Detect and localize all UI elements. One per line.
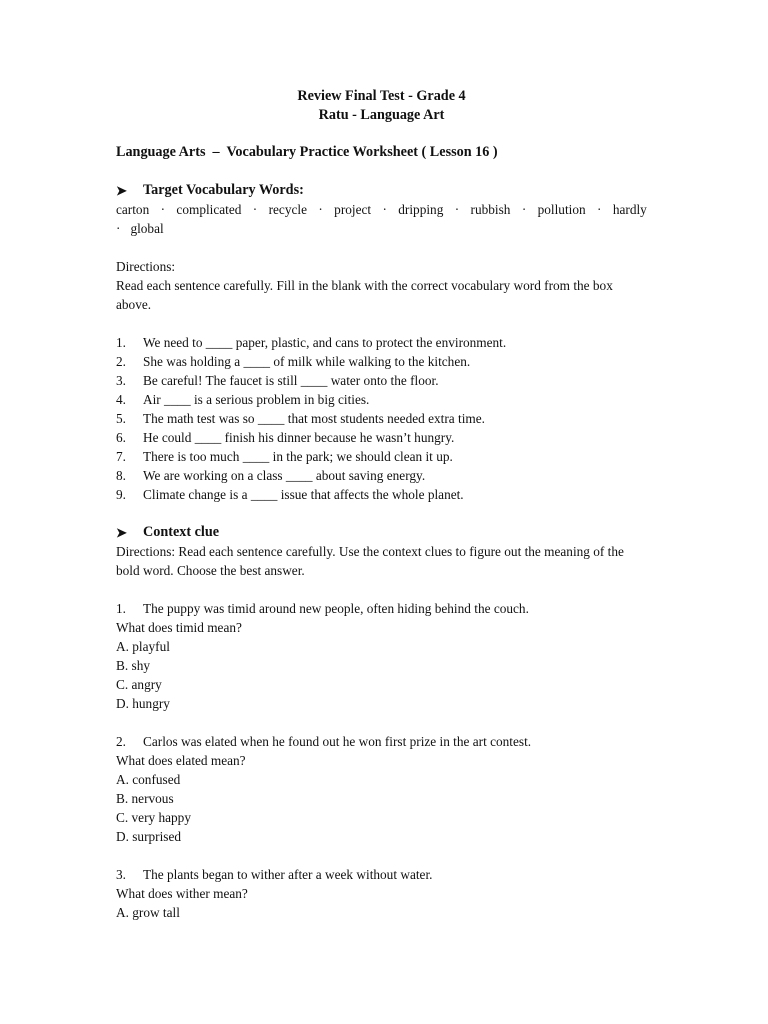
- question-block: [116, 732, 647, 846]
- vocab-separator: ·: [116, 221, 121, 236]
- list-item: [116, 447, 647, 466]
- vocab-word: rubbish: [470, 202, 511, 217]
- vocab-separator: ·: [160, 202, 166, 217]
- vocab-word: carton: [116, 202, 150, 217]
- item-number: 8.: [116, 468, 126, 483]
- vocab-separator: ·: [382, 202, 387, 217]
- list-item: [116, 333, 647, 352]
- item-number: 6.: [116, 430, 126, 445]
- question-text: The plants began to wither after a week without water.: [143, 867, 433, 882]
- answer-option: A. grow tall: [116, 905, 180, 920]
- question-number: 1.: [116, 601, 126, 616]
- vocab-word-list: [116, 200, 647, 219]
- vocab-word: complicated: [176, 202, 242, 217]
- list-item: [116, 409, 647, 428]
- list-item: [116, 466, 647, 485]
- item-text: She was holding a ____ of milk while walking to the kitchen.: [143, 354, 471, 369]
- item-number: 7.: [116, 449, 126, 464]
- question-sentence: [116, 732, 647, 751]
- answer-option: C. angry: [116, 677, 162, 692]
- question-number: 3.: [116, 867, 126, 882]
- answer-option: D. hungry: [116, 696, 170, 711]
- vocab-separator: ·: [521, 202, 527, 217]
- answer-option: B. nervous: [116, 791, 174, 806]
- vocab-word: pollution: [537, 202, 586, 217]
- answer-option: A. playful: [116, 639, 170, 654]
- vocab-separator: ·: [318, 202, 323, 217]
- worksheet-content: [116, 87, 647, 922]
- vocab-word: hardly: [612, 202, 647, 217]
- vocab-separator: ·: [597, 202, 602, 217]
- answer-option: D. surprised: [116, 829, 181, 844]
- question-text: Carlos was elated when he found out he won first prize in the art contest.: [143, 734, 532, 749]
- question-prompt: What does elated mean?: [116, 753, 246, 768]
- item-number: 3.: [116, 373, 126, 388]
- answer-option: B. shy: [116, 658, 150, 673]
- vocab-word: project: [334, 202, 372, 217]
- list-item: [116, 390, 647, 409]
- item-number: 2.: [116, 354, 126, 369]
- list-item: [116, 485, 647, 504]
- item-text: He could ____ finish his dinner because he wasn’t hungry.: [143, 430, 455, 445]
- list-item: [116, 371, 647, 390]
- item-text: We need to ____ paper, plastic, and cans to protect the environment.: [143, 335, 507, 350]
- context-clue-directions: Directions: Read each sentence carefully. Use the context clues to figure out the meaning of the bold word. Choose the best answer.: [116, 544, 624, 578]
- vocab-heading-text: Target Vocabulary Words:: [143, 182, 304, 198]
- item-text: We are working on a class ____ about saving energy.: [143, 468, 426, 483]
- arrow-bullet-icon: ➤: [116, 183, 127, 198]
- page-title: Review Final Test - Grade 4: [297, 88, 466, 104]
- item-number: 1.: [116, 335, 126, 350]
- question-number: 2.: [116, 734, 126, 749]
- vocab-word: dripping: [398, 202, 444, 217]
- item-text: The math test was so ____ that most students needed extra time.: [143, 411, 485, 426]
- arrow-bullet-icon: ➤: [116, 525, 127, 540]
- context-clue-heading: [116, 523, 647, 542]
- fill-blank-directions-text: Read each sentence carefully. Fill in the blank with the correct vocabulary word from the box above.: [116, 278, 613, 312]
- context-clue-heading-text: Context clue: [143, 524, 220, 540]
- question-block: [116, 599, 647, 713]
- item-number: 5.: [116, 411, 126, 426]
- list-item: [116, 352, 647, 371]
- item-text: Be careful! The faucet is still ____ water onto the floor.: [143, 373, 439, 388]
- question-prompt: What does wither mean?: [116, 886, 248, 901]
- answer-option: A. confused: [116, 772, 181, 787]
- vocab-word-list-continued: [116, 219, 647, 238]
- vocab-word: recycle: [268, 202, 307, 217]
- item-text: There is too much ____ in the park; we should clean it up.: [143, 449, 453, 464]
- vocab-word: global: [130, 221, 164, 236]
- question-text: The puppy was timid around new people, often hiding behind the couch.: [143, 601, 529, 616]
- fill-blank-list: [116, 333, 647, 504]
- worksheet-title: Language Arts – Vocabulary Practice Worksheet ( Lesson 16 ): [116, 144, 498, 160]
- item-number: 9.: [116, 487, 126, 502]
- item-text: Air ____ is a serious problem in big cities.: [143, 392, 370, 407]
- question-sentence: [116, 599, 647, 618]
- vocab-section-heading: [116, 181, 647, 200]
- list-item: [116, 428, 647, 447]
- page-subtitle: Ratu - Language Art: [318, 107, 445, 123]
- fill-blank-directions-label: Directions:: [116, 259, 176, 274]
- item-number: 4.: [116, 392, 126, 407]
- answer-option: C. very happy: [116, 810, 191, 825]
- question-sentence: [116, 865, 647, 884]
- vocab-separator: ·: [454, 202, 460, 217]
- question-block: [116, 865, 647, 922]
- item-text: Climate change is a ____ issue that affects the whole planet.: [143, 487, 464, 502]
- question-prompt: What does timid mean?: [116, 620, 242, 635]
- vocab-separator: ·: [252, 202, 258, 217]
